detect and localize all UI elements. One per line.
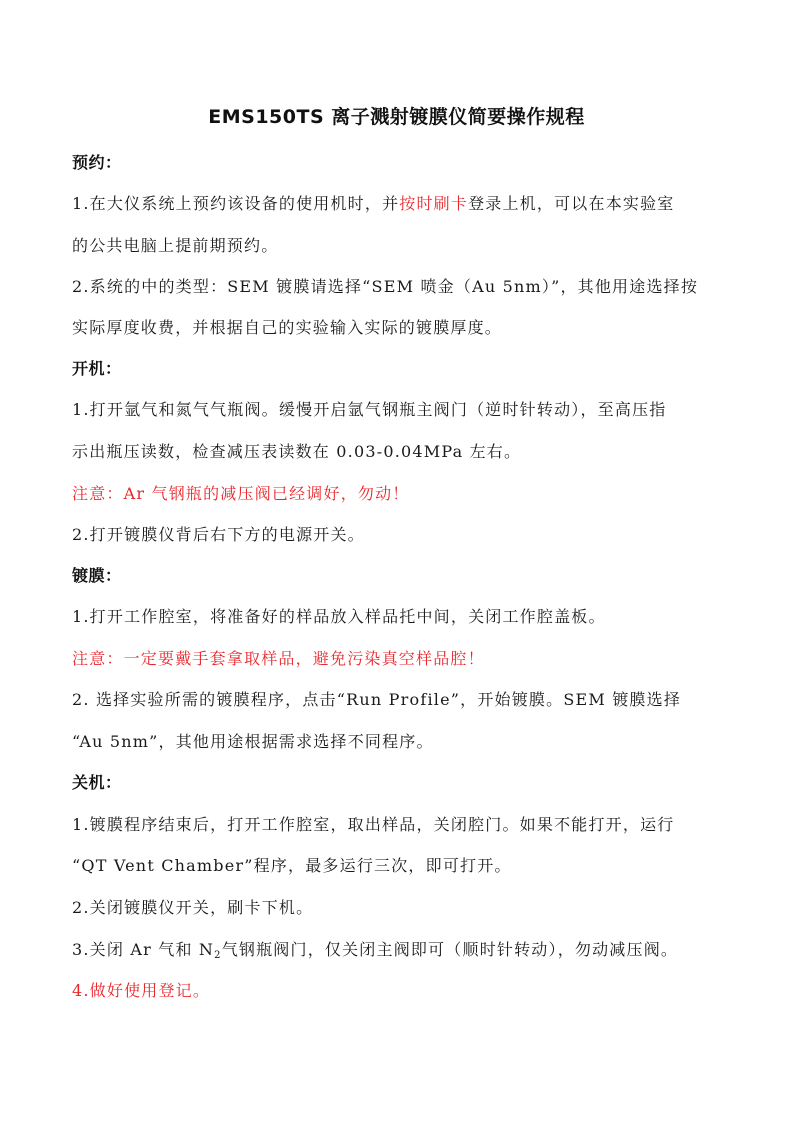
section-heading-shutdown: 关机： [72, 773, 122, 792]
shutdown-item-2: 2.关闭镀膜仪开关，刷卡下机。 [72, 898, 314, 917]
shutdown-item-1-cont: “QT Vent Chamber”程序，最多运行三次，即可打开。 [72, 856, 512, 875]
coating-warning-note: 注意：一定要戴手套拿取样品，避免污染真空样品腔！ [72, 649, 485, 668]
shutdown-item-3-text-a: 3.关闭 Ar 气和 N [72, 940, 215, 959]
document-title: EMS150TS 离子溅射镀膜仪简要操作规程 [208, 106, 585, 128]
shutdown-item-4: 4.做好使用登记。 [72, 981, 211, 1000]
startup-item-1-cont: 示出瓶压读数，检查减压表读数在 0.03-0.04MPa 左右。 [72, 442, 522, 461]
reservation-item-2: 2.系统的中的类型：SEM 镀膜请选择“SEM 喷金（Au 5nm）”，其他用途选择按 [72, 277, 699, 296]
reservation-item-1-highlight: 按时刷卡 [399, 194, 469, 213]
startup-item-2: 2.打开镀膜仪背后右下方的电源开关。 [72, 525, 365, 544]
coating-item-2: 2. 选择实验所需的镀膜程序，点击“Run Profile”，开始镀膜。SEM 镀膜选择 [72, 690, 682, 709]
shutdown-item-1: 1.镀膜程序结束后，打开工作腔室，取出样品，关闭腔门。如果不能打开，运行 [72, 815, 675, 834]
shutdown-item-3 [72, 937, 722, 960]
shutdown-item-3-text-b: 气钢瓶阀门，仅关闭主阀即可（顺时针转动），勿动减压阀。 [221, 940, 679, 959]
section-heading-startup: 开机： [72, 359, 122, 378]
reservation-item-1-cont: 的公共电脑上提前期预约。 [72, 236, 279, 255]
section-heading-reservation: 预约： [72, 153, 122, 172]
shutdown-item-3-subscript: 2 [214, 950, 222, 961]
reservation-item-1 [72, 191, 722, 214]
reservation-item-1-text-b: 登录上机，可以在本实验室 [468, 194, 675, 213]
reservation-item-1-text-a: 1.在大仪系统上预约该设备的使用机时，并 [72, 194, 400, 213]
reservation-item-2-cont: 实际厚度收费，并根据自己的实验输入实际的镀膜厚度。 [72, 318, 503, 337]
coating-item-1: 1.打开工作腔室，将准备好的样品放入样品托中间，关闭工作腔盖板。 [72, 607, 606, 626]
section-heading-coating: 镀膜： [72, 566, 122, 585]
startup-warning-note: 注意：Ar 气钢瓶的减压阀已经调好，勿动！ [72, 484, 410, 503]
coating-item-2-cont: “Au 5nm”，其他用途根据需求选择不同程序。 [72, 732, 434, 751]
startup-item-1: 1.打开氩气和氮气气瓶阀。缓慢开启氩气钢瓶主阀门（逆时针转动），至高压指 [72, 400, 667, 419]
